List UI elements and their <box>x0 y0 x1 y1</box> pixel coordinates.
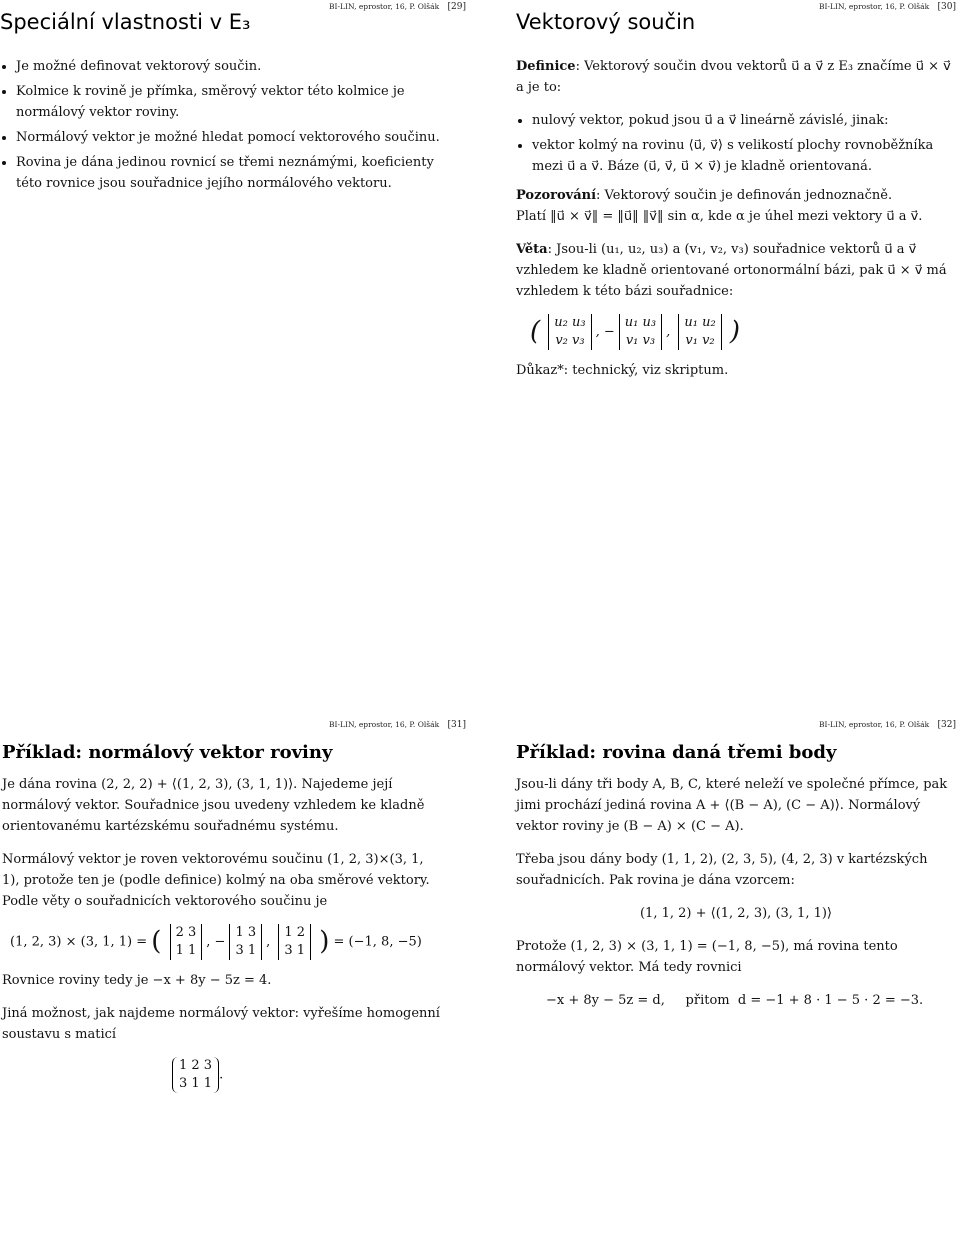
observation-line2: Platí ‖u⃗ × v⃗‖ = ‖u⃗‖ ‖v⃗‖ sin α, kde α je úhel mezi vektory u⃗ a v⃗. <box>516 209 923 224</box>
slide-header <box>329 2 466 12</box>
equation-right: = (−1, 8, −5) <box>333 934 422 950</box>
plane-equation: −x + 8y − 5z = d, přitom d = −1 + 8 · 1 − 5 · 2 = −3. <box>546 993 924 1008</box>
slide-body <box>2 774 442 1093</box>
matrix <box>172 1057 219 1093</box>
det-row: 1 1 <box>175 943 197 958</box>
header-text: BI-LIN, eprostor, 16, P. Olšák <box>819 720 930 729</box>
determinant-3 <box>278 924 311 960</box>
determinant-1 <box>548 314 591 350</box>
paren-right: ) <box>729 316 740 347</box>
bullet-item: • Normálový vektor je možné hledat pomocí vektorového součinu. <box>16 127 450 148</box>
det-row: 1 2 <box>284 925 306 940</box>
paragraph: Rovnice roviny tedy je −x + 8y − 5z = 4. <box>2 973 272 988</box>
bullet-item: • Rovina je dána jedinou rovnicí se třemi neznámými, koeficienty této rovnice jsou souřadnice jejího normálového vektoru. <box>16 152 450 194</box>
matrix-block: 1 2 3 3 1 1. <box>172 1057 442 1093</box>
det-row: u₁ u₂ <box>684 315 716 330</box>
det-row: 2 3 <box>175 925 197 940</box>
slide-title: Příklad: rovina daná třemi body <box>516 742 837 763</box>
slide-body <box>0 56 450 198</box>
observation-label: Pozorování <box>516 188 597 203</box>
definition-label: Definice <box>516 59 576 74</box>
slide-number: [32] <box>937 720 956 730</box>
slide-29 <box>0 0 470 533</box>
header-text: BI-LIN, eprostor, 16, P. Olšák <box>329 720 440 729</box>
slide-number: [31] <box>447 720 466 730</box>
plane-formula: (1, 1, 2) + ⟨(1, 2, 3), (3, 1, 1)⟩ <box>639 906 833 921</box>
paren-left: ( <box>151 926 162 957</box>
theorem-text: : Jsou-li (u₁, u₂, u₃) a (v₁, v₂, v₃) souřadnice vektorů u⃗ a v⃗ vzhledem ke kladně orientované ortonormální bázi, pak u⃗ × v⃗ má vzhledem k této bázi souřadnice: <box>516 242 947 299</box>
cross-product-equation: (1, 2, 3) × (3, 1, 1) = ( 2 3 1 1, −1 3 3 1, 1 2 3 1 ) = (−1, 8, −5) <box>10 925 422 958</box>
header-text: BI-LIN, eprostor, 16, P. Olšák <box>819 2 930 11</box>
slide-number: [30] <box>937 2 956 12</box>
bullet-list <box>0 56 450 194</box>
det-row: u₁ u₃ <box>624 315 657 330</box>
determinant-3 <box>678 314 721 350</box>
theorem <box>516 239 956 302</box>
slide-header <box>819 2 956 12</box>
slide-title: Vektorový součin <box>516 10 696 34</box>
bullet-item: • Je možné definovat vektorový součin. <box>16 56 450 77</box>
matrix-row: 3 1 1 <box>179 1076 213 1091</box>
paren-right: ) <box>319 926 330 957</box>
matrix-row: 1 2 3 <box>179 1058 213 1073</box>
det-row: u₂ u₃ <box>554 315 586 330</box>
bullet-item: • Kolmice k rovině je přímka, směrový vektor této kolmice je normálový vektor roviny. <box>16 81 450 123</box>
paragraph: Třeba jsou dány body (1, 1, 2), (2, 3, 5), (4, 2, 3) v kartézských souřadnicích. Pak rovina je dána vzorcem: <box>516 852 928 888</box>
paragraph: Jsou-li dány tři body A, B, C, které neleží ve společné přímce, pak jimi prochází jediná rovina A + ⟨(B − A), (C − A)⟩. Normálový vektor roviny je (B − A) × (C − A). <box>516 777 948 834</box>
determinant-vector: ( u₂ u₃ v₂ v₃, −u₁ u₃ v₁ v₃, u₁ u₂ v₁ v₂ ) <box>530 315 740 348</box>
det-row: 3 1 <box>284 943 306 958</box>
slide-title: Speciální vlastnosti v E₃ <box>0 10 251 34</box>
theorem-label: Věta <box>516 242 548 257</box>
paren-left: ( <box>530 316 541 347</box>
determinant-2 <box>229 924 262 960</box>
slide-header <box>329 720 466 730</box>
equation-left: (1, 2, 3) × (3, 1, 1) = <box>10 934 148 950</box>
slide-number: [29] <box>447 2 466 12</box>
paragraph: Normálový vektor je roven vektorovému součinu (1, 2, 3)×(3, 1, 1), protože ten je (podle definice) kolmý na oba směrové vektory. Podle věty o souřadnicích vektorového součinu je <box>2 852 430 909</box>
paragraph: Je dána rovina (2, 2, 2) + ⟨(1, 2, 3), (3, 1, 1)⟩. Najedeme její normálový vektor. Souřadnice jsou uvedeny vzhledem ke kladně orientovanému kartézskému souřadnému systému. <box>2 777 425 834</box>
determinant-1 <box>170 924 203 960</box>
definition <box>516 56 956 98</box>
slide-30 <box>490 0 960 533</box>
slide-body <box>516 774 956 1019</box>
det-row: 3 1 <box>235 943 257 958</box>
proof: Důkaz*: technický, viz skriptum. <box>516 363 729 378</box>
bullet-list <box>516 110 956 177</box>
header-text: BI-LIN, eprostor, 16, P. Olšák <box>329 2 440 11</box>
paragraph: Protože (1, 2, 3) × (3, 1, 1) = (−1, 8, −5), má rovina tento normálový vektor. Má tedy rovnici <box>516 939 898 975</box>
definition-text: : Vektorový součin dvou vektorů u⃗ a v⃗ z E₃ značíme u⃗ × v⃗ a je to: <box>516 59 951 95</box>
slide-title: Příklad: normálový vektor roviny <box>2 742 333 763</box>
bullet-item: • nulový vektor, pokud jsou u⃗ a v⃗ lineárně závislé, jinak: <box>532 110 956 131</box>
observation <box>516 185 956 227</box>
det-row: v₁ v₂ <box>685 333 715 348</box>
det-row: v₂ v₃ <box>555 333 585 348</box>
slide-32 <box>490 718 960 1251</box>
slide-body <box>516 56 956 393</box>
bullet-item: • vektor kolmý na rovinu ⟨u⃗, v⃗⟩ s velikostí plochy rovnoběžníka mezi u⃗ a v⃗. Báze (u⃗, v⃗, u⃗ × v⃗) je kladně orientovaná. <box>532 135 956 177</box>
slide-header <box>819 720 956 730</box>
det-row: v₁ v₃ <box>625 333 656 348</box>
slide-31 <box>0 718 470 1251</box>
determinant-2 <box>619 314 662 350</box>
observation-text: : Vektorový součin je definován jednoznačně. <box>596 188 893 203</box>
det-row: 1 3 <box>235 925 257 940</box>
paragraph: Jiná možnost, jak najdeme normálový vektor: vyřešíme homogenní soustavu s maticí <box>2 1006 440 1042</box>
